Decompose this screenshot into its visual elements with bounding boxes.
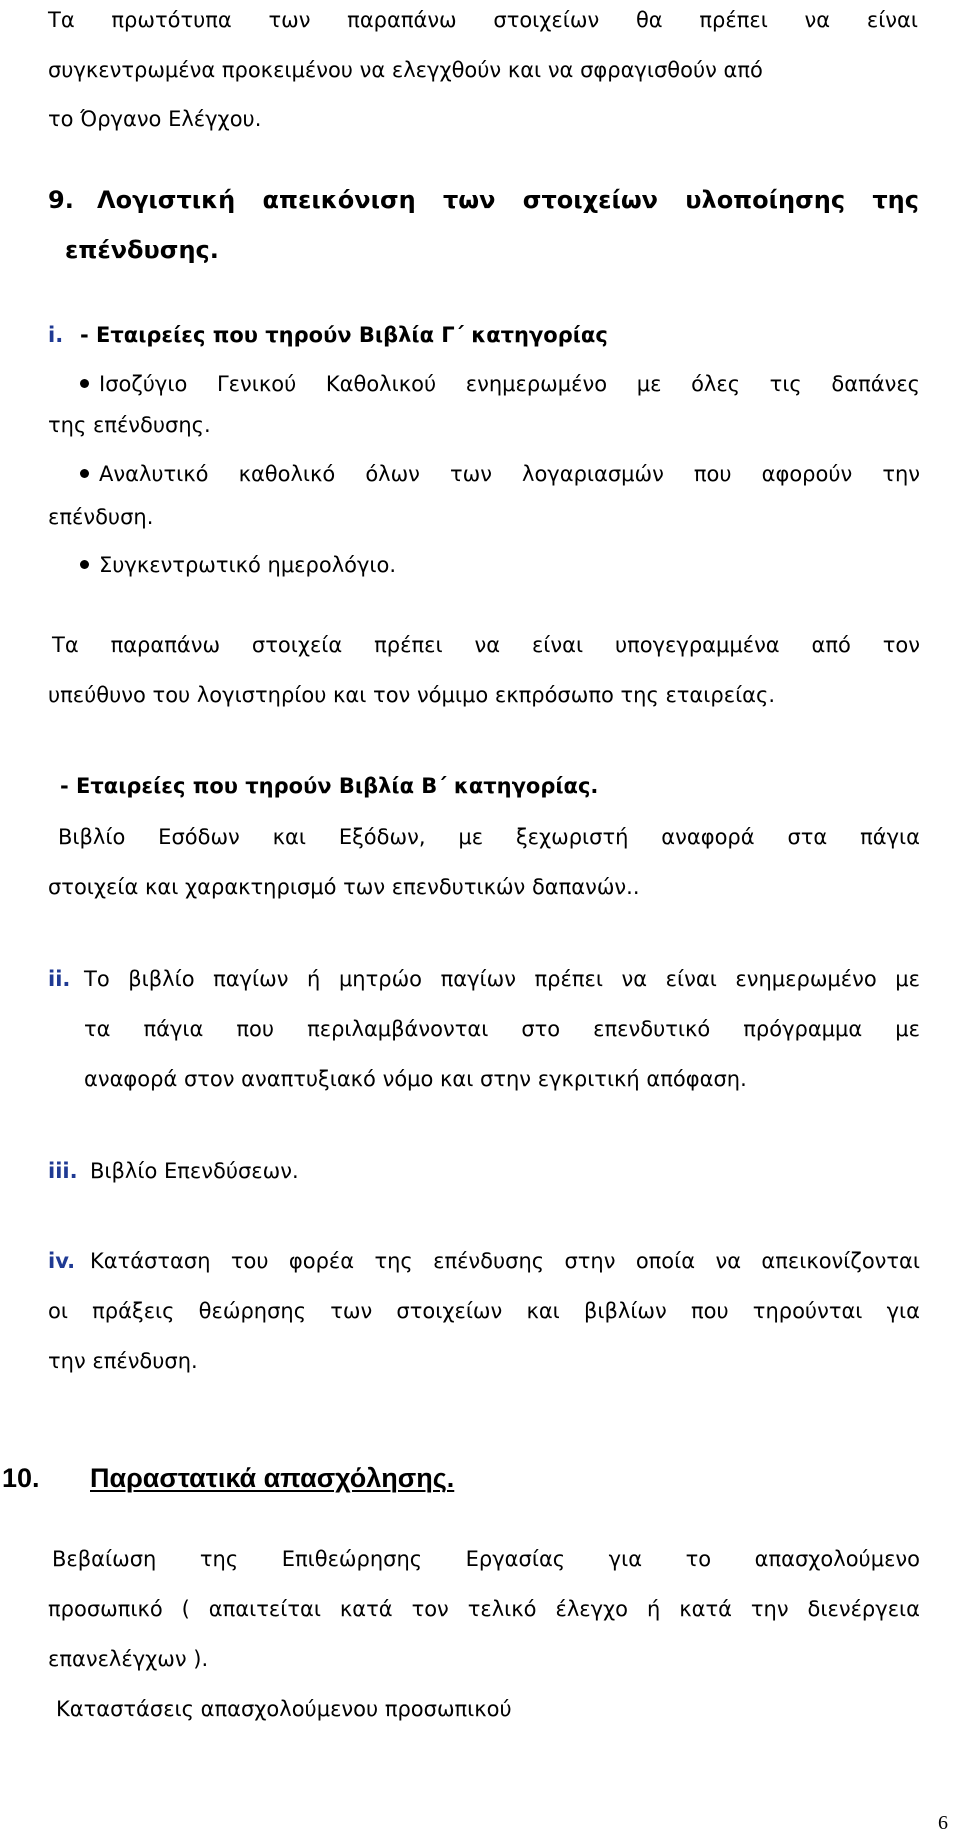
bullet-icon — [80, 560, 89, 569]
bullet-icon — [80, 379, 89, 388]
item-iv-line-3: την επένδυση. — [48, 1349, 198, 1373]
bullet-1-line-2: της επένδυσης. — [48, 413, 211, 437]
income-book-line-2: στοιχεία και χαρακτηρισμό των επενδυτικών δαπανών.. — [48, 875, 640, 899]
item-ii-line-1: Το βιβλίο παγίων ή μητρώο παγίων πρέπει να είναι ενημερωμένο με — [84, 967, 920, 991]
item-iv-marker: iv. — [48, 1249, 76, 1273]
section-10-line-1: Βεβαίωση της Επιθεώρησης Εργασίας για το απασχολούμενο — [52, 1547, 920, 1571]
item-iv-line-1: Κατάσταση του φορέα της επένδυσης στην οποία να απεικονίζονται — [90, 1249, 920, 1273]
page-number: 6 — [938, 1812, 948, 1834]
bullet-3: Συγκεντρωτικό ημερολόγιο. — [80, 552, 396, 578]
item-iii-text: Βιβλίο Επενδύσεων. — [90, 1159, 299, 1183]
item-ii-marker: ii. — [48, 967, 71, 991]
item-i-marker: i. — [48, 323, 64, 347]
signature-note-line-2: υπεύθυνο του λογιστηρίου και τον νόμιμο εκπρόσωπο της εταιρείας. — [48, 683, 776, 707]
bullet-2-line-2: επένδυση. — [48, 505, 154, 529]
section-10-line-4: Καταστάσεις απασχολούμενου προσωπικού — [56, 1697, 512, 1721]
item-iii-marker: iii. — [48, 1159, 78, 1183]
section-10-number: 10. — [2, 1463, 40, 1493]
bullet-icon — [80, 469, 89, 478]
income-book-line-1: Βιβλίο Εσόδων και Εξόδων, με ξεχωριστή αναφορά στα πάγια — [58, 825, 920, 849]
intro-line-2: συγκεντρωμένα προκειμένου να ελεγχθούν και να σφραγισθούν από — [48, 58, 763, 82]
section-10-line-3: επανελέγχων ). — [48, 1647, 209, 1671]
intro-line-3: το Όργανο Ελέγχου. — [48, 107, 262, 131]
intro-line-1: Τα πρωτότυπα των παραπάνω στοιχείων θα πρέπει να είναι — [48, 8, 918, 32]
bullet-2-line-1: Αναλυτικό καθολικό όλων των λογαριασμών που αφορούν την — [80, 461, 920, 487]
item-ii-line-2: τα πάγια που περιλαμβάνονται στο επενδυτικό πρόγραμμα με — [84, 1017, 920, 1041]
item-i-heading: - Εταιρείες που τηρούν Βιβλία Γ΄ κατηγορίας — [80, 323, 608, 347]
section-9-number: 9. — [48, 186, 74, 214]
category-b-heading: - Εταιρείες που τηρούν Βιβλία Β΄ κατηγορίας. — [60, 774, 599, 798]
item-iv-line-2: οι πράξεις θεώρησης των στοιχείων και βιβλίων που τηρούνται για — [48, 1299, 920, 1323]
section-10-title: Παραστατικά απασχόλησης. — [90, 1463, 455, 1493]
bullet-1-line-1: Ισοζύγιο Γενικού Καθολικού ενημερωμένο με όλες τις δαπάνες — [80, 371, 920, 397]
section-9-title-line-1: Λογιστική απεικόνιση των στοιχείων υλοποίησης της — [97, 186, 919, 214]
item-ii-line-3: αναφορά στον αναπτυξιακό νόμο και στην εγκριτική απόφαση. — [84, 1067, 747, 1091]
section-9-title-line-2: επένδυσης. — [65, 236, 219, 264]
section-10-line-2: προσωπικό ( απαιτείται κατά τον τελικό έλεγχο ή κατά την διενέργεια — [48, 1597, 920, 1621]
signature-note-line-1: Τα παραπάνω στοιχεία πρέπει να είναι υπογεγραμμένα από τον — [52, 633, 920, 657]
